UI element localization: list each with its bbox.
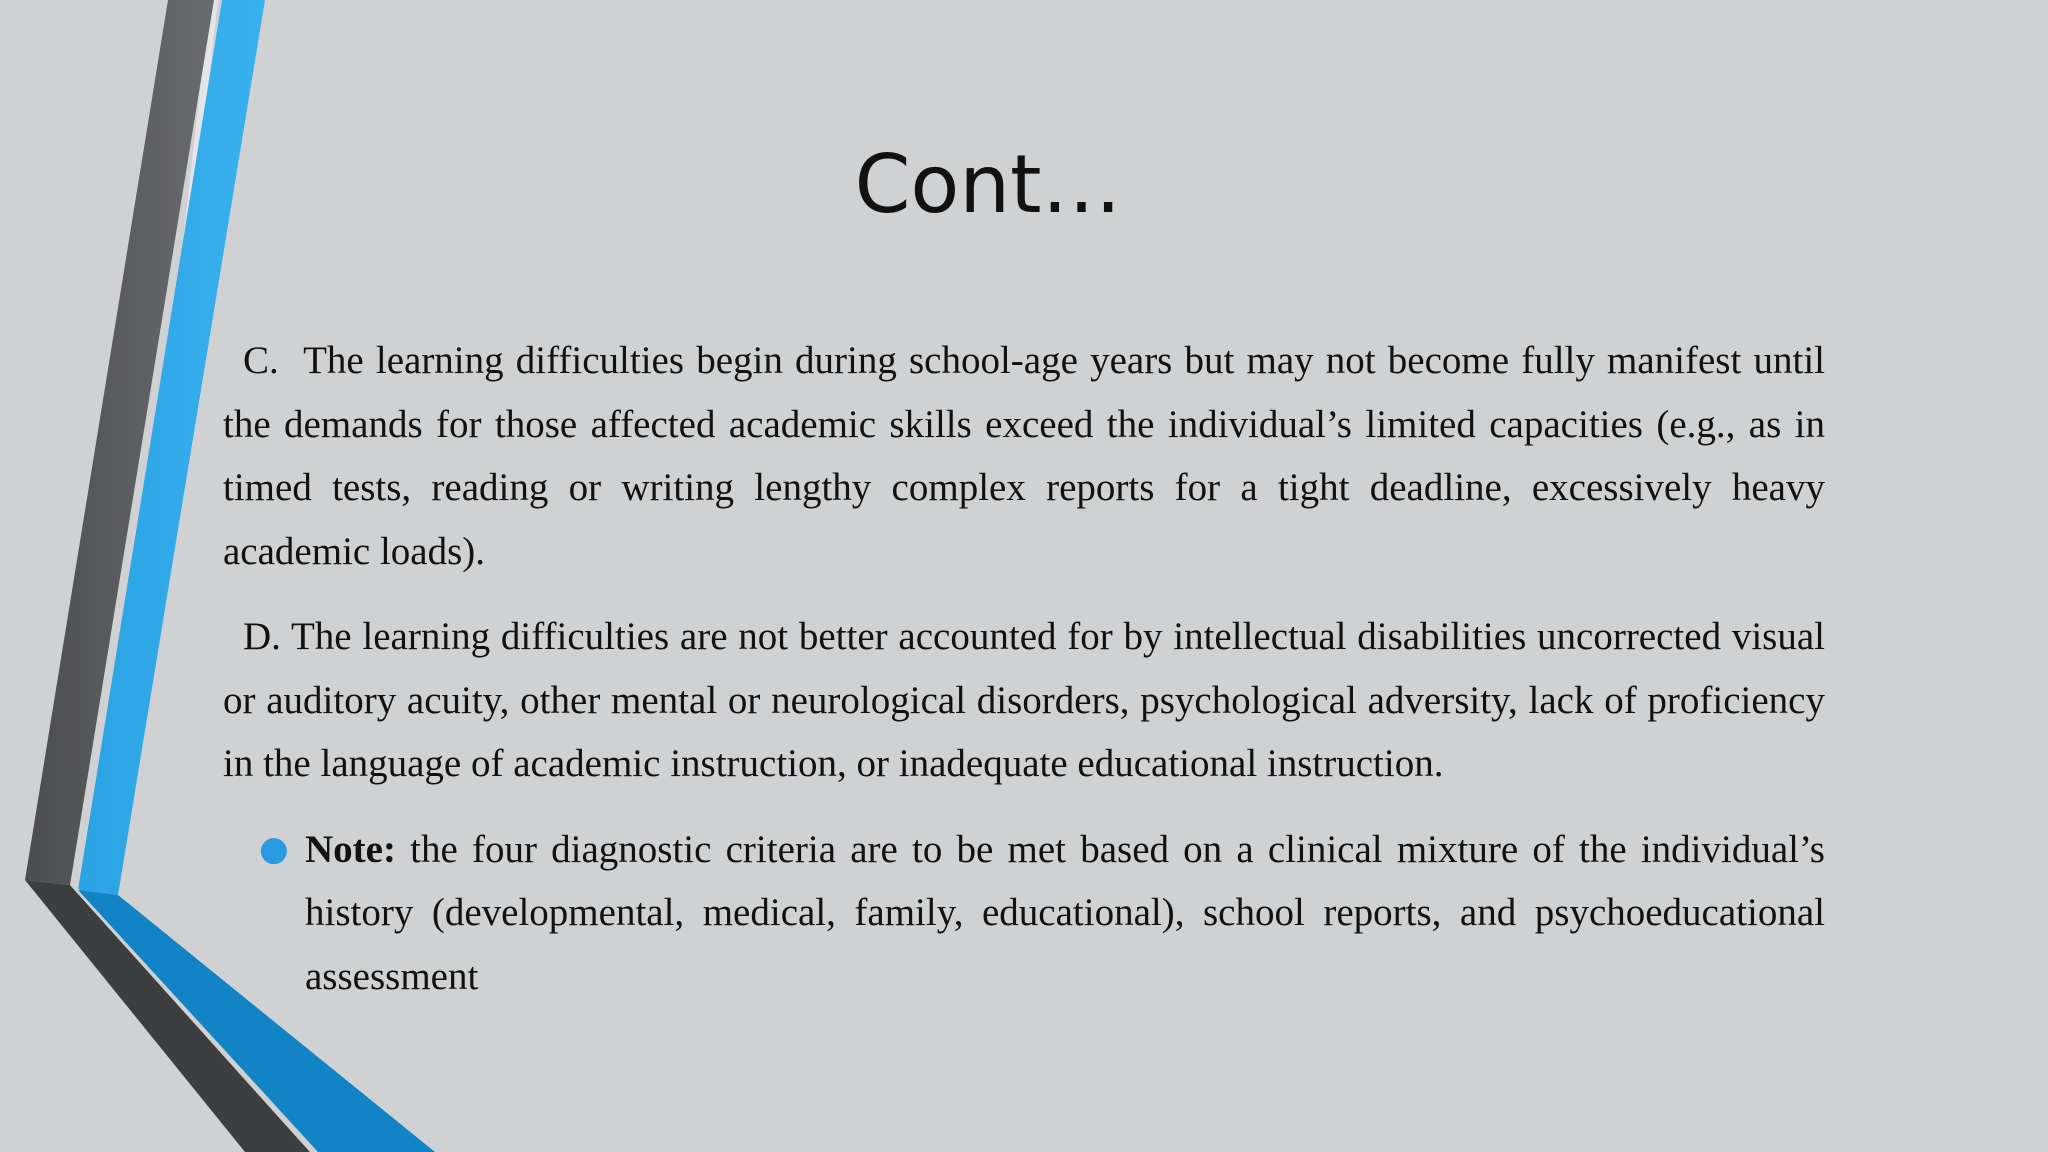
criterion-c	[223, 329, 1825, 583]
criterion-d-text: The learning difficulties are not better accounted for by intellectual disabilities uncorrected visual or auditory acuity, other mental or neurological disorders, psychological adversity, lack of proficiency in the language of academic instruction, or inadequate educational instruction.	[223, 615, 1825, 785]
slide-title	[0, 135, 2048, 235]
note-label: Note:	[305, 827, 396, 871]
criterion-c-label: C.	[243, 339, 279, 382]
criterion-d	[223, 605, 1825, 796]
slide-title-text: Cont…	[854, 138, 1122, 231]
note-text: the four diagnostic criteria are to be met based on a clinical mixture of the individual’s history (developmental, medical, family, educational), school reports, and psychoeducational assessment	[305, 827, 1825, 998]
note-bullet	[223, 818, 1825, 1009]
slide-body	[223, 329, 1825, 1008]
criterion-c-text: The learning difficulties begin during school-age years but may not become fully manifest until the demands for those affected academic skills exceed the individual’s limited capacities (e.g., as in timed tests, reading or writing lengthy complex reports for a tight deadline, excessively heavy academic loads).	[223, 339, 1825, 573]
criterion-d-label: D.	[243, 615, 281, 658]
bullet-dot-icon: ●	[259, 828, 289, 869]
